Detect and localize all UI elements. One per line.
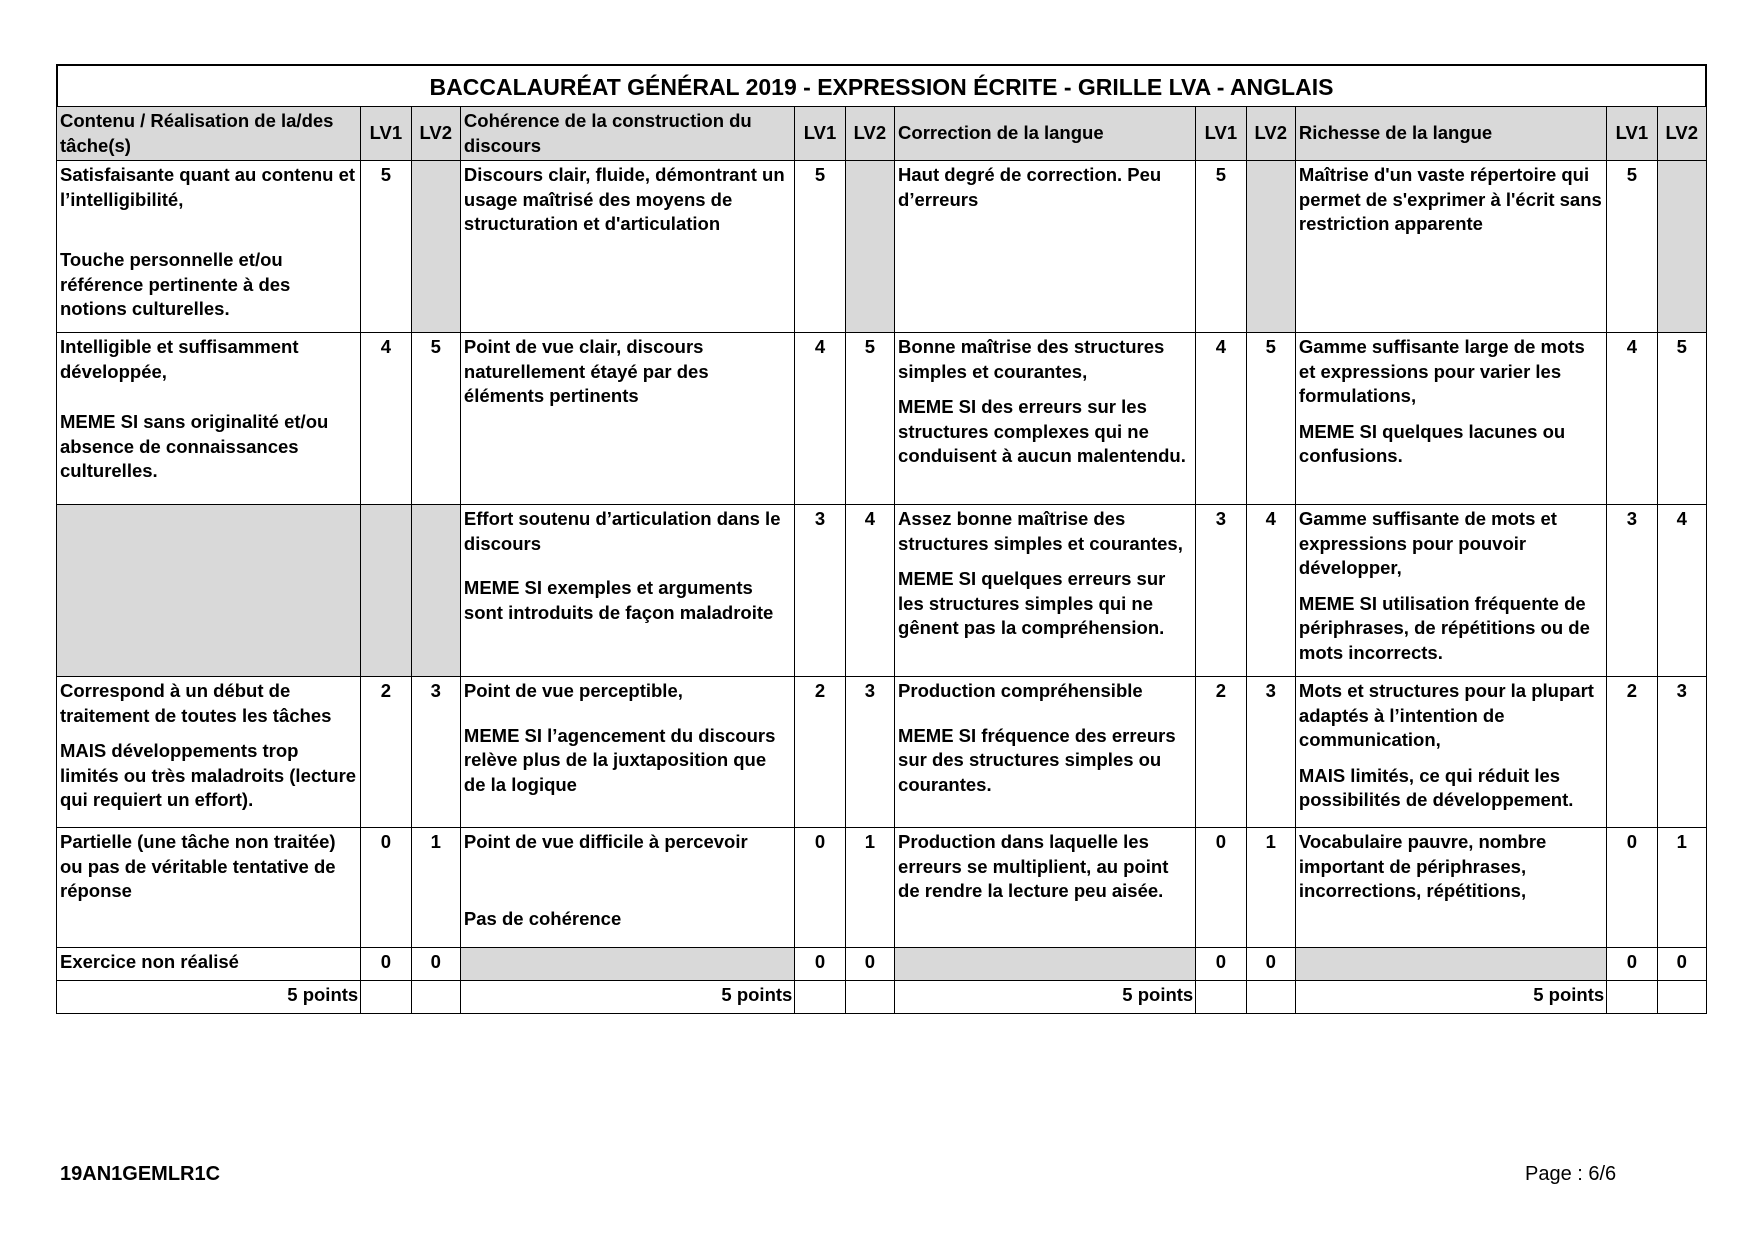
score-lv2: 5: [411, 333, 460, 505]
score-lv2: 1: [411, 828, 460, 948]
score-lv1: 3: [795, 505, 845, 677]
score-lv2: [411, 161, 460, 333]
score-lv1: 5: [361, 161, 411, 333]
score-lv1: 3: [1196, 505, 1246, 677]
score-lv2: 3: [411, 677, 460, 828]
score-lv1: 2: [1607, 677, 1657, 828]
contenu-descriptor: [57, 333, 361, 505]
richesse-descriptor: [1295, 677, 1606, 828]
descriptor-condition: MEME SI fréquence des erreurs sur des structures simples ou courantes.: [898, 724, 1176, 795]
header-lv2: LV2: [1657, 107, 1706, 161]
score-lv2: 1: [1657, 828, 1706, 948]
header-lv1: LV1: [1196, 107, 1246, 161]
score-lv2: 5: [845, 333, 894, 505]
grid-row: [57, 828, 1707, 948]
contenu-descriptor: [57, 161, 361, 333]
descriptor-text: Gamme suffisante large de mots et expressions pour varier les formulations,: [1298, 336, 1585, 406]
descriptor-text: Satisfaisante quant au contenu et l’intelligibilité,: [60, 164, 356, 210]
descriptor-condition: MEME SI exemples et arguments sont introduits de façon maladroite: [463, 577, 774, 623]
score-lv1: 2: [1196, 677, 1246, 828]
total-lv2-cell: [411, 981, 460, 1014]
header-lv1: LV1: [361, 107, 411, 161]
score-lv2: 0: [845, 948, 894, 981]
descriptor-text: Production compréhensible: [898, 680, 1143, 701]
score-lv1: 0: [1196, 828, 1246, 948]
descriptor-text: Point de vue perceptible,: [463, 680, 683, 701]
total-lv2-cell: [1246, 981, 1295, 1014]
score-lv2: 1: [1246, 828, 1295, 948]
descriptor-condition: MEME SI des erreurs sur les structures complexes qui ne conduisent à aucun malentendu.: [898, 396, 1186, 466]
descriptor-text: Intelligible et suffisamment développée,: [60, 336, 299, 382]
total-points: 5 points: [895, 981, 1196, 1014]
descriptor-text: Point de vue difficile à percevoir: [463, 831, 748, 852]
richesse-descriptor: [1295, 505, 1606, 677]
descriptor-condition: MEME SI quelques lacunes ou confusions.: [1298, 420, 1566, 466]
score-lv2: 5: [1246, 333, 1295, 505]
contenu-descriptor: [57, 505, 361, 677]
total-points: 5 points: [57, 981, 361, 1014]
score-lv1: 0: [795, 948, 845, 981]
descriptor-text: Vocabulaire pauvre, nombre important de périphrases, incorrections, répétitions,: [1298, 831, 1547, 901]
richesse-descriptor: [1295, 333, 1606, 505]
score-lv1: 4: [1196, 333, 1246, 505]
header-lv2: LV2: [845, 107, 894, 161]
score-lv2: 0: [1657, 948, 1706, 981]
score-lv2: [1246, 161, 1295, 333]
total-lv1-cell: [1196, 981, 1246, 1014]
descriptor-condition: MAIS limités, ce qui réduit les possibilités de développement.: [1298, 764, 1574, 810]
total-lv2-cell: [1657, 981, 1706, 1014]
grid-row: [57, 677, 1707, 828]
descriptor-text: Assez bonne maîtrise des structures simples et courantes,: [898, 508, 1183, 554]
score-lv2: 4: [1246, 505, 1295, 677]
header-lv2: LV2: [411, 107, 460, 161]
descriptor-text: Discours clair, fluide, démontrant un usage maîtrisé des moyens de structuration et d'articulation: [463, 164, 785, 234]
grading-grid: [56, 64, 1707, 1014]
score-lv1: 0: [361, 828, 411, 948]
descriptor-text: Partielle (une tâche non traitée) ou pas de véritable tentative de réponse: [60, 831, 336, 901]
score-lv1: 0: [1196, 948, 1246, 981]
header-contenu: Contenu / Réalisation de la/des tâche(s): [57, 107, 361, 161]
score-lv2: [845, 161, 894, 333]
grid-table: [56, 106, 1707, 1014]
score-lv1: 4: [795, 333, 845, 505]
correction-descriptor: [895, 161, 1196, 333]
coherence-descriptor: [460, 161, 794, 333]
descriptor-condition: MEME SI quelques erreurs sur les structures simples qui ne gênent pas la compréhension.: [898, 568, 1166, 638]
score-lv2: 3: [845, 677, 894, 828]
header-richesse: Richesse de la langue: [1295, 107, 1606, 161]
score-lv2: 3: [1657, 677, 1706, 828]
total-lv1-cell: [361, 981, 411, 1014]
descriptor-text: Correspond à un début de traitement de toutes les tâches: [60, 680, 332, 726]
score-lv2: 0: [411, 948, 460, 981]
descriptor-text: Effort soutenu d’articulation dans le discours: [463, 508, 781, 554]
coherence-descriptor: [460, 677, 794, 828]
descriptor-text: Production dans laquelle les erreurs se multiplient, au point de rendre la lecture peu aisée.: [898, 831, 1169, 901]
score-lv1: 5: [1196, 161, 1246, 333]
coherence-descriptor: [460, 333, 794, 505]
score-lv1: 0: [361, 948, 411, 981]
grid-row: [57, 333, 1707, 505]
header-lv1: LV1: [1607, 107, 1657, 161]
score-lv2: 4: [845, 505, 894, 677]
empty-cell: [895, 948, 1196, 981]
descriptor-text: Bonne maîtrise des structures simples et courantes,: [898, 336, 1165, 382]
grid-title: BACCALAURÉAT GÉNÉRAL 2019 - EXPRESSION ÉCRITE - GRILLE LVA - ANGLAIS: [56, 64, 1707, 106]
descriptor-condition: MEME SI sans originalité et/ou absence de connaissances culturelles.: [60, 411, 329, 481]
score-lv1: 0: [795, 828, 845, 948]
header-lv1: LV1: [795, 107, 845, 161]
page-number: Page : 6/6: [1525, 1163, 1617, 1185]
correction-descriptor: [895, 333, 1196, 505]
score-lv2: [411, 505, 460, 677]
score-lv2: 0: [1246, 948, 1295, 981]
score-lv2: [1657, 161, 1706, 333]
total-lv1-cell: [795, 981, 845, 1014]
correction-descriptor: [895, 828, 1196, 948]
descriptor-text: Point de vue clair, discours naturellement étayé par des éléments pertinents: [463, 336, 709, 406]
descriptor-text: Haut degré de correction. Peu d’erreurs: [898, 164, 1162, 210]
non-realise-label: Exercice non réalisé: [57, 948, 361, 981]
coherence-descriptor: [460, 828, 794, 948]
score-lv1: 5: [1607, 161, 1657, 333]
score-lv2: 4: [1657, 505, 1706, 677]
descriptor-text: Gamme suffisante de mots et expressions pour pouvoir développer,: [1298, 508, 1557, 578]
header-coherence: Cohérence de la construction du discours: [460, 107, 794, 161]
descriptor-condition: MEME SI utilisation fréquente de périphrases, de répétitions ou de mots incorrects.: [1298, 592, 1590, 663]
grid-row: [57, 161, 1707, 333]
score-lv1: 0: [1607, 948, 1657, 981]
score-lv2: 1: [845, 828, 894, 948]
descriptor-condition: MEME SI l’agencement du discours relève plus de la juxtaposition que de la logique: [463, 724, 776, 795]
score-lv2: 3: [1246, 677, 1295, 828]
descriptor-text: Maîtrise d'un vaste répertoire qui permet de s'exprimer à l'écrit sans restriction apparente: [1298, 164, 1602, 234]
header-correction: Correction de la langue: [895, 107, 1196, 161]
score-lv1: 3: [1607, 505, 1657, 677]
descriptor-condition: MAIS développements trop limités ou très maladroits (lecture qui requiert un effort).: [60, 740, 357, 810]
score-lv1: 4: [361, 333, 411, 505]
contenu-descriptor: [57, 828, 361, 948]
descriptor-text: Mots et structures pour la plupart adaptés à l’intention de communication,: [1298, 680, 1594, 750]
score-lv1: 4: [1607, 333, 1657, 505]
total-lv1-cell: [1607, 981, 1657, 1014]
document-code: 19AN1GEMLR1C: [60, 1163, 221, 1185]
richesse-descriptor: [1295, 828, 1606, 948]
coherence-descriptor: [460, 505, 794, 677]
total-points: 5 points: [460, 981, 794, 1014]
correction-descriptor: [895, 505, 1196, 677]
descriptor-condition: Pas de cohérence: [463, 907, 622, 929]
header-lv2: LV2: [1246, 107, 1295, 161]
score-lv1: 5: [795, 161, 845, 333]
total-lv2-cell: [845, 981, 894, 1014]
correction-descriptor: [895, 677, 1196, 828]
empty-cell: [460, 948, 794, 981]
score-lv1: 2: [361, 677, 411, 828]
grid-row: [57, 505, 1707, 677]
score-lv1: 2: [795, 677, 845, 828]
richesse-descriptor: [1295, 161, 1606, 333]
empty-cell: [1295, 948, 1606, 981]
contenu-descriptor: [57, 677, 361, 828]
score-lv1: [361, 505, 411, 677]
score-lv1: 0: [1607, 828, 1657, 948]
descriptor-condition: Touche personnelle et/ou référence pertinente à des notions culturelles.: [60, 249, 291, 319]
score-lv2: 5: [1657, 333, 1706, 505]
total-points: 5 points: [1295, 981, 1606, 1014]
